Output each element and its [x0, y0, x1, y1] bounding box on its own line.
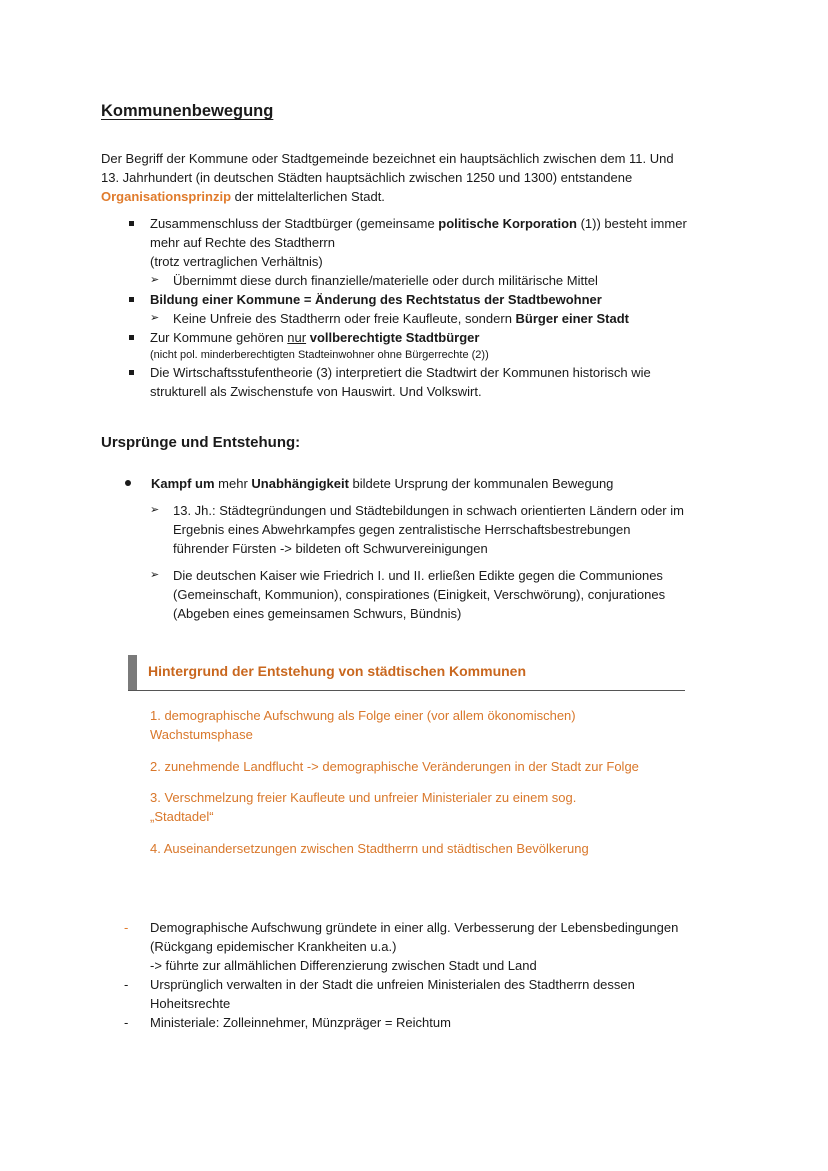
dash-1-line-1: Demographische Aufschwung gründete in einer allg. Verbesserung der Lebensbedingungen	[150, 920, 679, 935]
b1-text-post: (1)) besteht immer	[576, 216, 687, 231]
origin-sub-1-line-2: Ergebnis eines Abwehrkampfes gegen zentralistische Herrschaftsbestrebungen	[173, 522, 631, 537]
square-bullet-icon	[129, 370, 134, 375]
origin-main	[151, 474, 613, 493]
dash-marker: -	[124, 920, 129, 935]
origin-sub-1-line-3: führender Fürsten -> bildeten oft Schwurvereinigungen	[173, 541, 488, 556]
dash-1-line-2: (Rückgang epidemischer Krankheiten u.a.)	[150, 939, 397, 954]
dash-3: Ministeriale: Zolleinnehmer, Münzpräger = Reichtum	[150, 1015, 451, 1030]
bullet-1-line-2: mehr auf Rechte des Stadtherrn	[150, 235, 335, 250]
origin-bold-2: Unabhängigkeit	[251, 476, 349, 491]
origin-bold-1: Kampf um	[151, 476, 215, 491]
section-marker-bar	[128, 655, 137, 691]
arrowhead-bullet-icon: ➢	[150, 504, 160, 516]
origin-rest: bildete Ursprung der kommunalen Bewegung	[348, 476, 614, 491]
origin-sub-2-line-1: Die deutschen Kaiser wie Friedrich I. und II. erließen Edikte gegen die Communiones	[173, 568, 663, 583]
origin-sub-2-line-3: (Abgeben eines gemeinsamen Schwurs, Bündnis)	[173, 606, 462, 621]
dash-marker: -	[124, 1015, 129, 1030]
b1-text: Zusammenschluss der Stadtbürger (gemeinsame	[150, 216, 439, 231]
box-item-2: 2. zunehmende Landflucht -> demographische Veränderungen in der Stadt zur Folge	[150, 759, 639, 774]
bullet-4-line-2: strukturell als Zwischenstufe von Hauswirt. Und Volkswirt.	[150, 384, 482, 399]
arrowhead-bullet-icon: ➢	[150, 312, 160, 324]
highlight-term: Organisationsprinzip	[101, 189, 232, 204]
arrowhead-bullet-icon: ➢	[150, 569, 160, 581]
origin-sub-1-line-1: 13. Jh.: Städtegründungen und Städtebildungen in schwach orientierten Ländern oder im	[173, 503, 684, 518]
box-title: Hintergrund der Entstehung von städtischen Kommunen	[148, 663, 527, 679]
box-item-4: 4. Auseinandersetzungen zwischen Stadtherrn und städtischen Bevölkerung	[150, 841, 589, 856]
b3-text: Zur Kommune gehören	[150, 330, 288, 345]
bullet-4-line-1: Die Wirtschaftsstufentheorie (3) interpretiert die Stadtwirt der Kommunen historisch wie	[150, 365, 651, 380]
square-bullet-icon	[129, 221, 134, 226]
b2-sub-bold: Bürger einer Stadt	[515, 311, 629, 326]
bullet-3	[150, 328, 479, 347]
origin-sub-2-line-2: (Gemeinschaft, Kommunion), conspirationes (Einigkeit, Verschwörung), conjurationes	[173, 587, 666, 602]
page-title: Kommunenbewegung	[101, 102, 274, 120]
intro-line-3-rest: der mittelalterlichen Stadt.	[231, 189, 385, 204]
b2-sub-text: Keine Unfreie des Stadtherrn oder freie Kaufleute, sondern	[173, 311, 516, 326]
box-divider	[128, 690, 685, 691]
box-item-3-line-1: 3. Verschmelzung freier Kaufleute und unfreier Ministerialer zu einem sog.	[150, 790, 577, 805]
round-bullet-icon	[125, 480, 131, 486]
b3-underlined: nur	[287, 330, 307, 345]
dash-marker: -	[124, 977, 129, 992]
bullet-3-note: (nicht pol. minderberechtigten Stadteinwohner ohne Bürgerrechte (2))	[150, 349, 489, 361]
bullet-1-line-1	[150, 214, 687, 233]
origin-mid: mehr	[214, 476, 252, 491]
dash-2-line-1: Ursprünglich verwalten in der Stadt die unfreien Ministerialen des Stadtherrn dessen	[150, 977, 635, 992]
square-bullet-icon	[129, 335, 134, 340]
box-item-1-line-1: 1. demographische Aufschwung als Folge einer (vor allem ökonomischen)	[150, 708, 576, 723]
box-item-1-line-2: Wachstumsphase	[150, 727, 253, 742]
b3-bold: vollberechtigte Stadtbürger	[309, 330, 480, 345]
b1-bold: politische Korporation	[438, 216, 577, 231]
bullet-2: Bildung einer Kommune = Änderung des Rechtstatus der Stadtbewohner	[150, 292, 602, 307]
intro-line-2: 13. Jahrhundert (in deutschen Städten hauptsächlich zwischen 1250 und 1300) entstandene	[101, 170, 633, 185]
bullet-1-line-3: (trotz vertraglichen Verhältnis)	[150, 254, 323, 269]
arrowhead-bullet-icon: ➢	[150, 274, 160, 286]
intro-line-3	[101, 187, 385, 206]
section-heading-origins: Ursprünge und Entstehung:	[101, 434, 301, 451]
box-item-3-line-2: „Stadtadel“	[150, 809, 214, 824]
bullet-1-sub: Übernimmt diese durch finanzielle/materielle oder durch militärische Mittel	[173, 273, 598, 288]
intro-line-1: Der Begriff der Kommune oder Stadtgemeinde bezeichnet ein hauptsächlich zwischen dem 11. Und	[101, 151, 674, 166]
dash-1-line-3: -> führte zur allmählichen Differenzierung zwischen Stadt und Land	[150, 958, 537, 973]
bullet-2-sub	[173, 309, 629, 328]
square-bullet-icon	[129, 297, 134, 302]
dash-2-line-2: Hoheitsrechte	[150, 996, 231, 1011]
